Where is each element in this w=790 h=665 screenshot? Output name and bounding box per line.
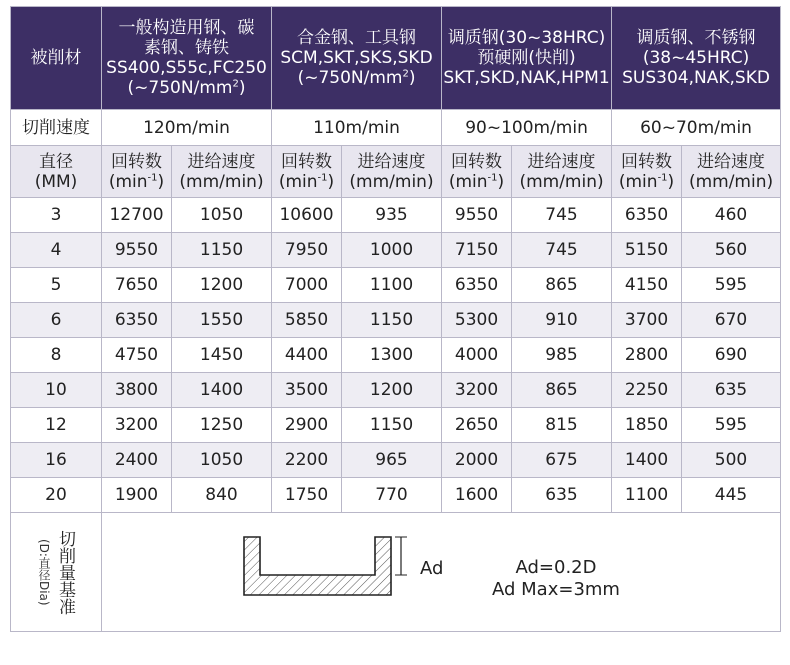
- table-cell: 670: [682, 303, 781, 338]
- table-row: [11, 408, 781, 443]
- table-cell: 935: [342, 198, 442, 233]
- table-row: [11, 268, 781, 303]
- cutting-depth-label-cell: [11, 513, 102, 632]
- table-cell: 865: [512, 373, 612, 408]
- table-cell: 12700: [102, 198, 172, 233]
- material-group-1-strength: $(\sim 750N/mm^2)$: [127, 78, 246, 98]
- table-cell: 7000: [272, 268, 342, 303]
- table-cell: 1250: [172, 408, 272, 443]
- table-cell: 2900: [272, 408, 342, 443]
- table-cell: 2800: [612, 338, 682, 373]
- material-group-2-line-1: 合金钢、工具钢: [297, 28, 417, 48]
- rpm-label: 回转数: [621, 151, 673, 172]
- cutting-depth-diagram-cell: [102, 513, 781, 632]
- material-group-4-line-3: SUS304,NAK,SKD: [622, 68, 770, 88]
- material-group-3: [442, 7, 612, 110]
- cutting-depth-diagram: [102, 513, 780, 631]
- cutting-depth-row: [11, 513, 781, 632]
- feed-unit: (mm/min): [519, 171, 604, 192]
- diameter-cell: 12: [11, 408, 102, 443]
- table-cell: 2400: [102, 443, 172, 478]
- diameter-cell: 20: [11, 478, 102, 513]
- ad-max: Ad Max=3mm: [492, 579, 620, 600]
- rpm-label: 回转数: [281, 151, 333, 172]
- table-cell: 1200: [342, 373, 442, 408]
- cutting-speed-2: 110m/min: [272, 110, 442, 146]
- table-row: [11, 478, 781, 513]
- table-cell: 1300: [342, 338, 442, 373]
- cutting-speed-4: 60~70m/min: [612, 110, 781, 146]
- diameter-cell: 5: [11, 268, 102, 303]
- rpm-header: [102, 146, 172, 198]
- material-group-3-line-1: 调质钢(30~38HRC): [447, 28, 606, 48]
- table-cell: 985: [512, 338, 612, 373]
- table-row: [11, 373, 781, 408]
- feed-label: 进给速度: [697, 151, 766, 172]
- table-cell: 840: [172, 478, 272, 513]
- table-cell: 9550: [442, 198, 512, 233]
- table-cell: 6350: [102, 303, 172, 338]
- table-cell: 6350: [442, 268, 512, 303]
- table-cell: 1400: [172, 373, 272, 408]
- table-cell: 965: [342, 443, 442, 478]
- material-group-2-strength: $(\sim 750N/mm^2)$: [297, 68, 416, 88]
- table-cell: 865: [512, 268, 612, 303]
- diameter-label: 直径: [39, 151, 73, 172]
- table-cell: 5150: [612, 233, 682, 268]
- cutting-speed-3: 90~100m/min: [442, 110, 612, 146]
- material-group-4: [612, 7, 781, 110]
- cutting-depth-label: 切削量基准: [55, 529, 75, 615]
- table-cell: 815: [512, 408, 612, 443]
- rpm-unit: $(\min^{-1})$: [278, 171, 335, 192]
- diameter-cell: 10: [11, 373, 102, 408]
- table-cell: 4000: [442, 338, 512, 373]
- cutting-depth-sublabel: (D:直径Dia): [37, 538, 51, 606]
- material-group-2-line-2: SCM,SKT,SKS,SKD: [280, 48, 433, 68]
- table-cell: 560: [682, 233, 781, 268]
- table-row: [11, 198, 781, 233]
- table-cell: 1600: [442, 478, 512, 513]
- table-cell: 1400: [612, 443, 682, 478]
- diameter-cell: 4: [11, 233, 102, 268]
- table-cell: 2000: [442, 443, 512, 478]
- table-cell: 460: [682, 198, 781, 233]
- table-cell: 1850: [612, 408, 682, 443]
- table-cell: 595: [682, 408, 781, 443]
- table-row: [11, 443, 781, 478]
- table-cell: 2250: [612, 373, 682, 408]
- table-cell: 1150: [172, 233, 272, 268]
- table-cell: 3500: [272, 373, 342, 408]
- sub-header-row: [11, 146, 781, 198]
- diameter-cell: 16: [11, 443, 102, 478]
- material-group-1-line-1: 一般构造用钢、碳: [118, 18, 255, 38]
- material-group-3-line-3: SKT,SKD,NAK,HPM1: [443, 68, 610, 88]
- material-group-4-line-1: 调质钢、不锈钢: [636, 28, 756, 48]
- table-cell: 3200: [442, 373, 512, 408]
- material-group-3-line-2: 预硬刚(快削): [477, 48, 576, 68]
- table-cell: 745: [512, 233, 612, 268]
- table-cell: 5850: [272, 303, 342, 338]
- material-group-4-line-2: (38~45HRC): [642, 48, 750, 68]
- cutting-conditions-table-wrap: [10, 6, 780, 640]
- table-cell: 1100: [612, 478, 682, 513]
- feed-header: [172, 146, 272, 198]
- table-cell: 3200: [102, 408, 172, 443]
- table-cell: 4400: [272, 338, 342, 373]
- table-cell: 7650: [102, 268, 172, 303]
- table-cell: 500: [682, 443, 781, 478]
- ad-dimension-label: Ad: [420, 558, 444, 579]
- workpiece-cross-section-icon: [242, 535, 417, 607]
- cutting-speed-row: [11, 110, 781, 146]
- diameter-cell: 6: [11, 303, 102, 338]
- rpm-header: [612, 146, 682, 198]
- table-cell: 910: [512, 303, 612, 338]
- rpm-unit: $(\min^{-1})$: [448, 171, 505, 192]
- table-cell: 445: [682, 478, 781, 513]
- ad-formula: Ad=0.2D: [515, 557, 597, 578]
- table-cell: 2200: [272, 443, 342, 478]
- table-cell: 635: [512, 478, 612, 513]
- table-cell: 690: [682, 338, 781, 373]
- table-cell: 1900: [102, 478, 172, 513]
- rpm-header: [272, 146, 342, 198]
- table-row: [11, 303, 781, 338]
- table-cell: 1550: [172, 303, 272, 338]
- feed-unit: (mm/min): [179, 171, 264, 192]
- table-cell: 10600: [272, 198, 342, 233]
- diameter-cell: 8: [11, 338, 102, 373]
- feed-header: [342, 146, 442, 198]
- table-cell: 635: [682, 373, 781, 408]
- table-cell: 9550: [102, 233, 172, 268]
- table-cell: 7950: [272, 233, 342, 268]
- rpm-label: 回转数: [111, 151, 162, 172]
- feed-unit: (mm/min): [349, 171, 434, 192]
- table-cell: 3700: [612, 303, 682, 338]
- feed-label: 进给速度: [527, 151, 596, 172]
- table-cell: 3800: [102, 373, 172, 408]
- material-label: 被削材: [11, 7, 102, 110]
- table-cell: 5300: [442, 303, 512, 338]
- feed-header: [682, 146, 781, 198]
- table-cell: 675: [512, 443, 612, 478]
- material-group-1: [102, 7, 272, 110]
- table-row: [11, 233, 781, 268]
- feed-label: 进给速度: [187, 151, 256, 172]
- rpm-header: [442, 146, 512, 198]
- table-cell: 1050: [172, 443, 272, 478]
- rpm-unit: $(\min^{-1})$: [618, 171, 675, 192]
- table-cell: 4750: [102, 338, 172, 373]
- table-cell: 595: [682, 268, 781, 303]
- table-row: [11, 338, 781, 373]
- cutting-conditions-table: [10, 6, 781, 632]
- feed-label: 进给速度: [357, 151, 426, 172]
- material-header-row: [11, 7, 781, 110]
- table-cell: 7150: [442, 233, 512, 268]
- table-cell: 745: [512, 198, 612, 233]
- material-group-1-line-3: SS400,S55c,FC250: [106, 58, 267, 78]
- material-group-1-line-2: 素钢、铸铁: [144, 38, 229, 58]
- diameter-cell: 3: [11, 198, 102, 233]
- table-cell: 1750: [272, 478, 342, 513]
- table-cell: 2650: [442, 408, 512, 443]
- table-cell: 1200: [172, 268, 272, 303]
- diameter-unit: (MM): [34, 171, 78, 192]
- cutting-speed-label: 切削速度: [11, 110, 102, 146]
- table-cell: 6350: [612, 198, 682, 233]
- table-cell: 770: [342, 478, 442, 513]
- table-cell: 1100: [342, 268, 442, 303]
- table-cell: 1050: [172, 198, 272, 233]
- feed-unit: (mm/min): [688, 171, 774, 192]
- table-cell: 1150: [342, 303, 442, 338]
- table-cell: 4150: [612, 268, 682, 303]
- table-cell: 1000: [342, 233, 442, 268]
- rpm-unit: $(\min^{-1})$: [108, 171, 165, 192]
- table-cell: 1450: [172, 338, 272, 373]
- cutting-speed-1: 120m/min: [102, 110, 272, 146]
- feed-header: [512, 146, 612, 198]
- cutting-depth-formula: [492, 557, 620, 601]
- rpm-label: 回转数: [451, 151, 503, 172]
- material-group-2: [272, 7, 442, 110]
- table-cell: 1150: [342, 408, 442, 443]
- diameter-header: [11, 146, 102, 198]
